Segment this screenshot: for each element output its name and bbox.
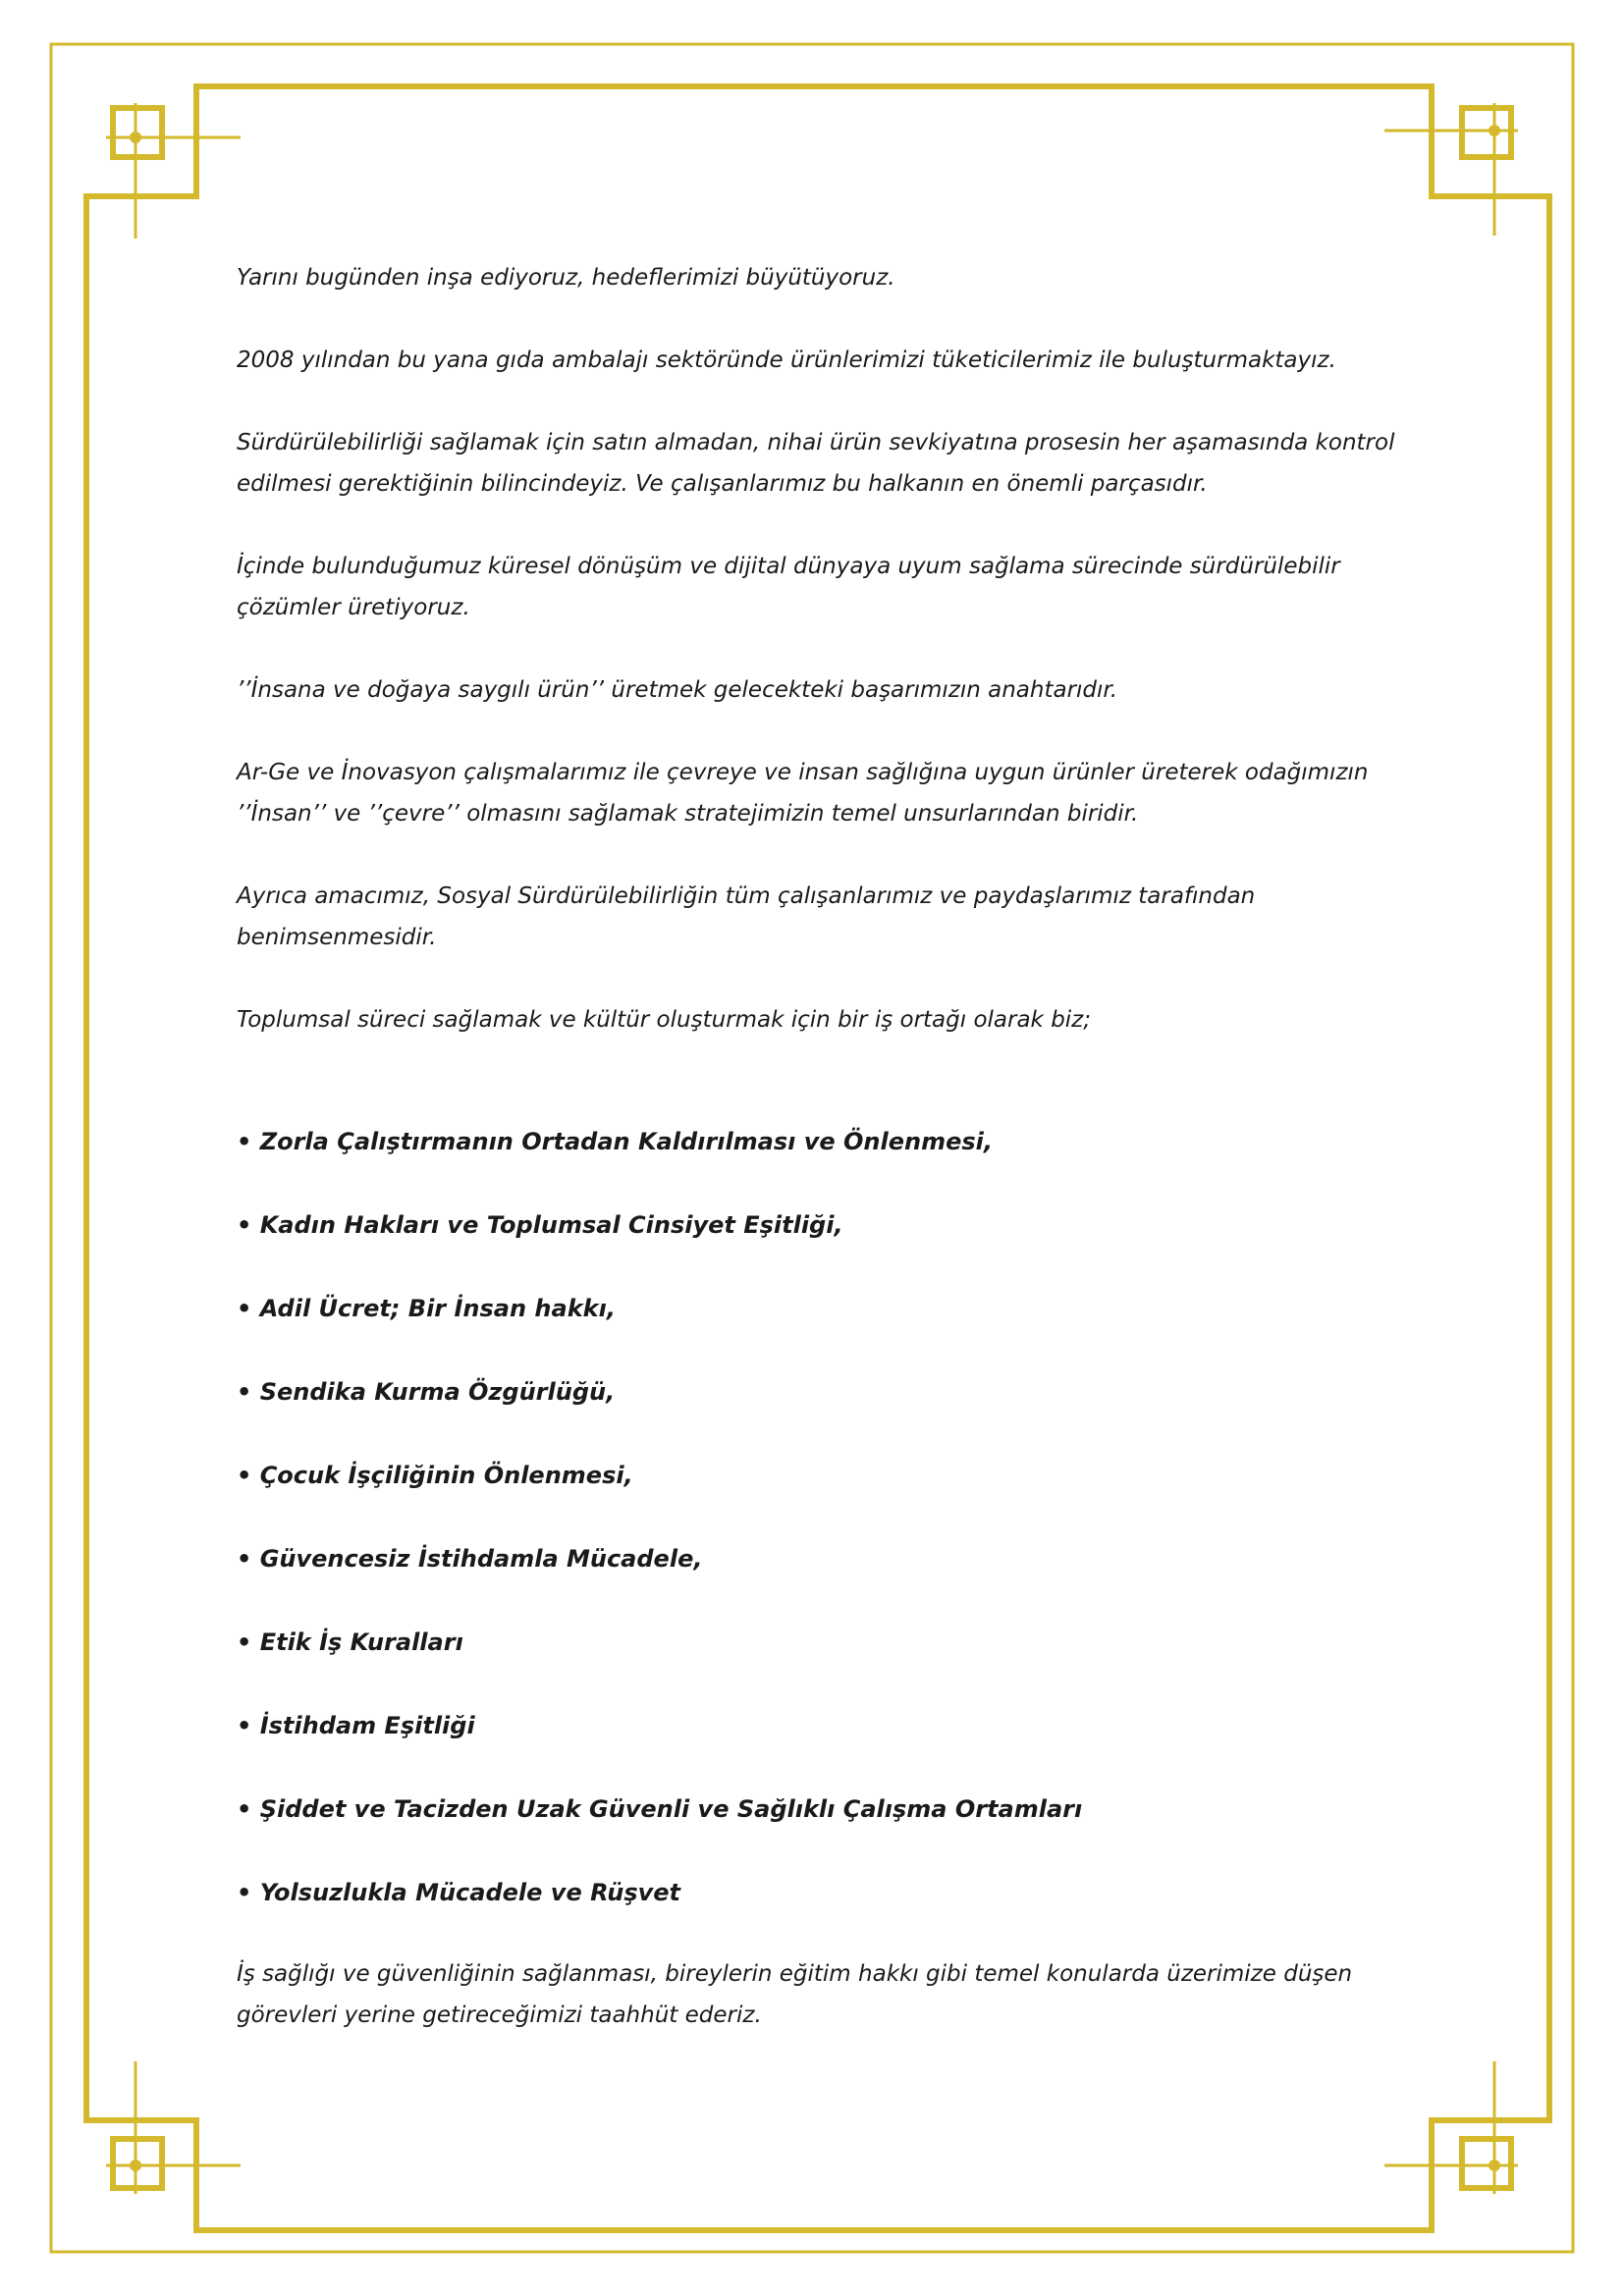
- paragraph-closing: İş sağlığı ve güvenliğinin sağlanması, bireylerin eğitim hakkı gibi temel konularda üzerimize düşen görevleri yerine getireceğimizi taahhüt ederiz.: [237, 1961, 1353, 2028]
- list-item: • Güvencesiz İstihdamla Mücadele,: [237, 1545, 703, 1573]
- list-item: • İstihdam Eşitliği: [237, 1712, 475, 1739]
- paragraph-intro: Yarını bugünden inşa ediyoruz, hedeflerimizi büyütüyoruz.: [237, 265, 895, 291]
- paragraph-history: 2008 yılından bu yana gıda ambalajı sektöründe ürünlerimizi tüketicilerimiz ile buluşturmaktayız.: [237, 347, 1336, 373]
- list-item: • Çocuk İşçiliğinin Önlenmesi,: [237, 1462, 633, 1489]
- list-item: • Yolsuzlukla Mücadele ve Rüşvet: [237, 1879, 681, 1906]
- paragraph-sustainability: Sürdürülebilirliği sağlamak için satın almadan, nihai ürün sevkiyatına prosesin her aşamasında kontrol edilmesi gerektiğinin bilincindeyiz. Ve çalışanlarımız bu halkanın en önemli parçasıdır.: [237, 430, 1395, 497]
- paragraph-transformation: İçinde bulunduğumuz küresel dönüşüm ve dijital dünyaya uyum sağlama sürecinde sürdürülebilir çözümler üretiyoruz.: [237, 554, 1340, 620]
- list-item: • Sendika Kurma Özgürlüğü,: [237, 1378, 616, 1406]
- list-item: • Zorla Çalıştırmanın Ortadan Kaldırılması ve Önlenmesi,: [237, 1128, 994, 1155]
- list-item: • Adil Ücret; Bir İnsan hakkı,: [237, 1295, 616, 1322]
- paragraph-rnd: Ar-Ge ve İnovasyon çalışmalarımız ile çevreye ve insan sağlığına uygun ürünler üreterek odağımızın ’’İnsan’’ ve ’’çevre’’ olmasını sağlamak stratejimizin temel unsurlarından biridir.: [237, 760, 1369, 827]
- list-item: • Kadın Hakları ve Toplumsal Cinsiyet Eşitliği,: [237, 1211, 843, 1239]
- list-item: • Etik İş Kuralları: [237, 1629, 463, 1656]
- paragraph-goal: Ayrıca amacımız, Sosyal Sürdürülebilirliğin tüm çalışanlarımız ve paydaşlarımız tarafından benimsenmesidir.: [237, 883, 1256, 950]
- paragraph-partner: Toplumsal süreci sağlamak ve kültür oluşturmak için bir iş ortağı olarak biz;: [237, 1007, 1092, 1033]
- list-item: • Şiddet ve Tacizden Uzak Güvenli ve Sağlıklı Çalışma Ortamları: [237, 1795, 1083, 1823]
- paragraph-respect: ’’İnsana ve doğaya saygılı ürün’’ üretmek gelecekteki başarımızın anahtarıdır.: [237, 677, 1118, 703]
